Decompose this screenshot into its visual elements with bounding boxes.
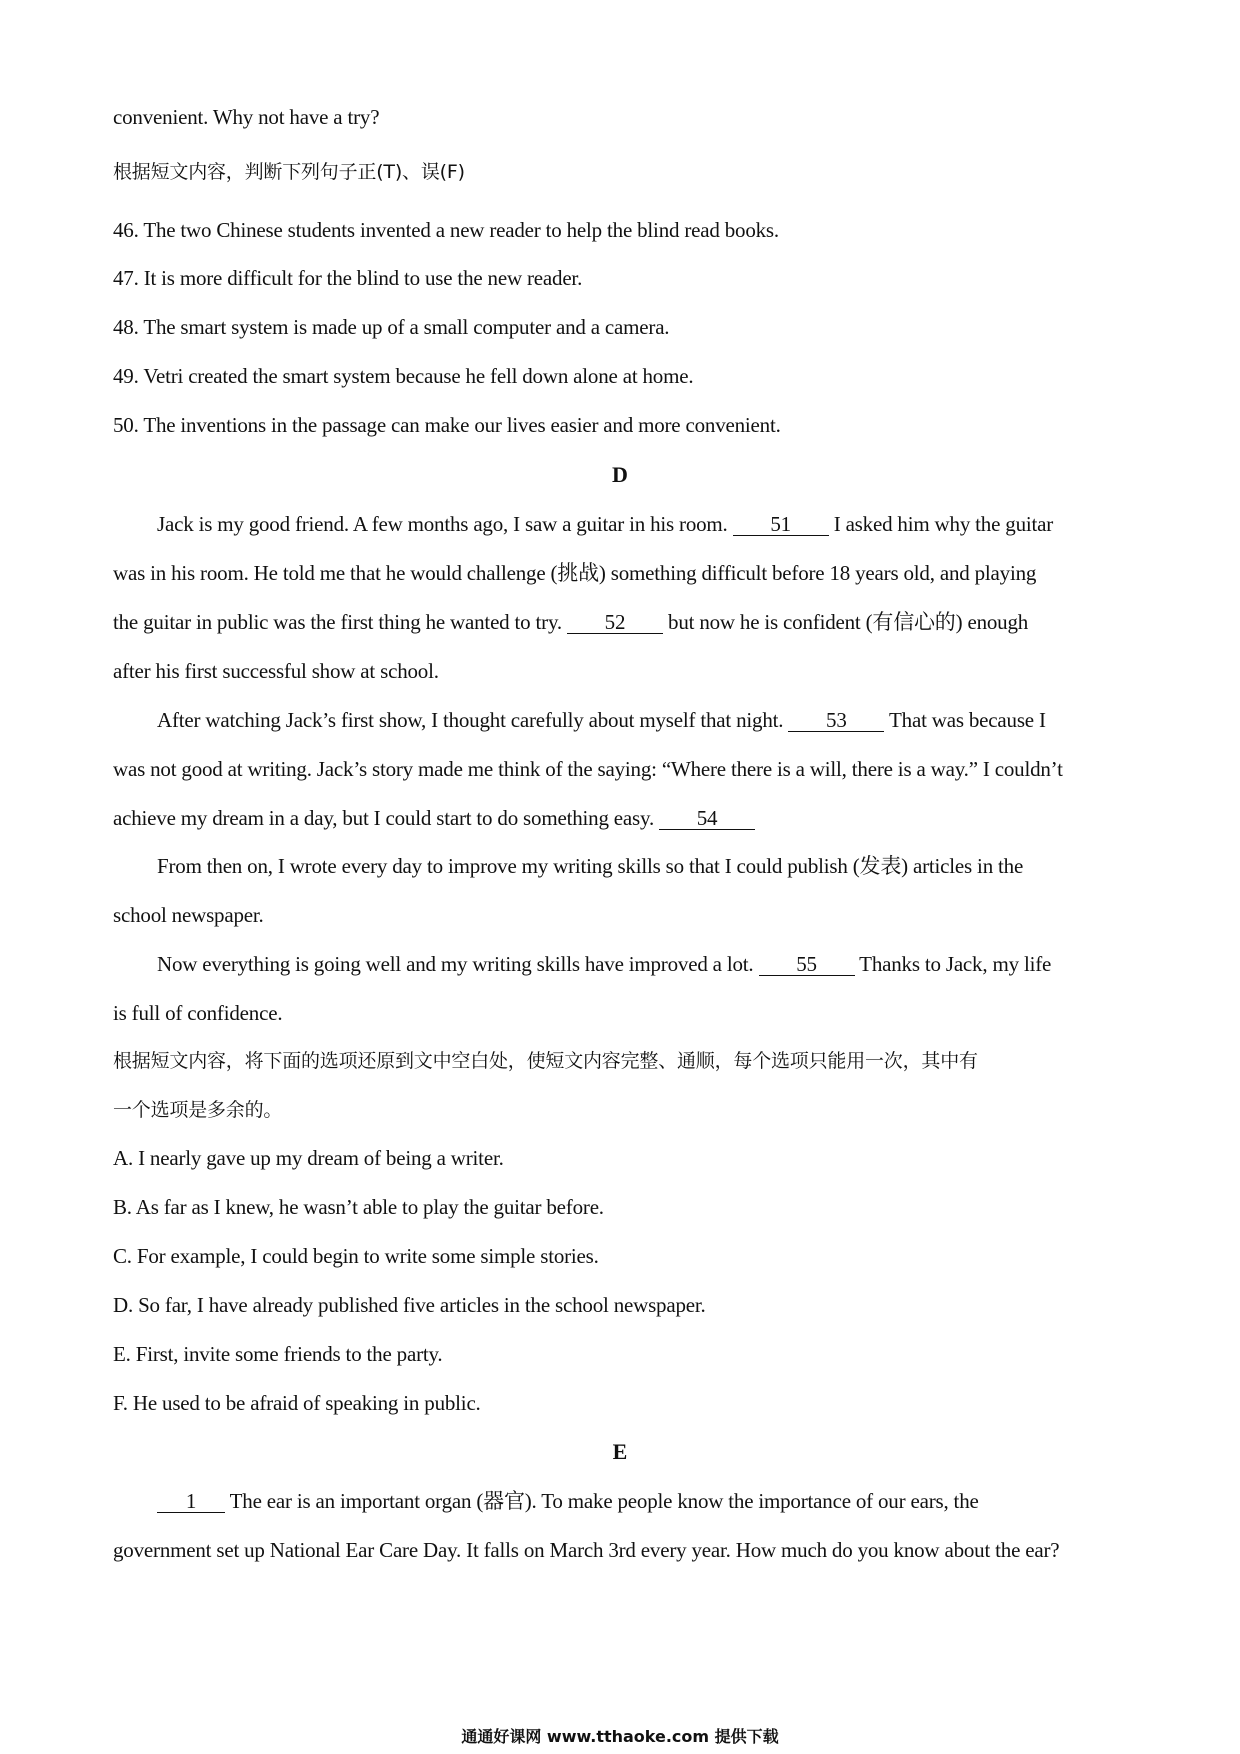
d-paragraph-1-line-4: after his first successful show at school.: [113, 659, 439, 683]
e-paragraph-line-1: [157, 1487, 1133, 1515]
text-span: the guitar in public was the first thing he wanted to try.: [113, 610, 567, 634]
text-span: Now everything is going well and my writing skills have improved a lot.: [157, 952, 759, 976]
tf-item-50: 50. The inventions in the passage can make our lives easier and more convenient.: [113, 413, 781, 437]
d-paragraph-1-line-1: [157, 510, 1133, 538]
tf-item-48: 48. The smart system is made up of a small computer and a camera.: [113, 315, 670, 339]
blank-53: 53: [788, 709, 884, 732]
d-paragraph-4-line-2: is full of confidence.: [113, 1001, 283, 1025]
text-span: I asked him why the guitar: [828, 512, 1054, 536]
e-paragraph-line-2: government set up National Ear Care Day. It falls on March 3rd every year. How much do you know about the ear?: [113, 1538, 1060, 1562]
blank-54: 54: [659, 807, 755, 830]
text-span: Jack is my good friend. A few months ago, I saw a guitar in his room.: [157, 512, 733, 536]
tf-item-47: 47. It is more difficult for the blind to use the new reader.: [113, 266, 583, 290]
d-paragraph-2-line-1: [157, 706, 1133, 734]
d-paragraph-2-line-2: was not good at writing. Jack’s story made me think of the saying: “Where there is a will, there is a way.” I couldn’t: [113, 757, 1063, 781]
text-span: Thanks to Jack, my life: [854, 952, 1052, 976]
blank-1: 1: [157, 1490, 225, 1513]
text-span: achieve my dream in a day, but I could start to do something easy.: [113, 806, 660, 830]
page-footer: 通通好课网 www.tthaoke.com 提供下载: [461, 1727, 779, 1746]
d-paragraph-2-line-3: [113, 804, 1133, 832]
option-c: C. For example, I could begin to write some simple stories.: [113, 1244, 599, 1268]
d-paragraph-3-line-2: school newspaper.: [113, 903, 264, 927]
blank-52: 52: [567, 611, 663, 634]
text-span: The ear is an important organ (器官). To make people know the importance of our ears, the: [225, 1489, 979, 1513]
tf-item-49: 49. Vetri created the smart system because he fell down alone at home.: [113, 364, 694, 388]
option-a: A. I nearly gave up my dream of being a writer.: [113, 1146, 504, 1170]
text-span: That was because I: [884, 708, 1046, 732]
text-span: After watching Jack’s first show, I thought carefully about myself that night.: [157, 708, 789, 732]
section-d-title: D: [612, 462, 628, 487]
blank-55: 55: [759, 953, 855, 976]
tf-item-46: 46. The two Chinese students invented a new reader to help the blind read books.: [113, 218, 779, 242]
d-paragraph-1-line-2: was in his room. He told me that he would challenge (挑战) something difficult before 18 years old, and playing: [113, 561, 1037, 585]
option-d: D. So far, I have already published five articles in the school newspaper.: [113, 1293, 706, 1317]
tf-instruction: 根据短文内容，判断下列句子正(T)、误(F): [113, 161, 465, 183]
d-instruction-line-2: 一个选项是多余的。: [113, 1099, 283, 1121]
d-paragraph-4-line-1: [157, 950, 1133, 978]
option-f: F. He used to be afraid of speaking in public.: [113, 1391, 481, 1415]
d-paragraph-3-line-1: From then on, I wrote every day to improve my writing skills so that I could publish (发表) articles in the: [157, 854, 1024, 878]
continued-text: convenient. Why not have a try?: [113, 105, 380, 129]
text-span: but now he is confident (有信心的) enough: [662, 610, 1029, 634]
d-instruction-line-1: 根据短文内容，将下面的选项还原到文中空白处，使短文内容完整、通顺，每个选项只能用一次，其中有: [113, 1050, 978, 1072]
option-b: B. As far as I knew, he wasn’t able to play the guitar before.: [113, 1195, 604, 1219]
section-e-title: E: [612, 1439, 628, 1464]
blank-51: 51: [733, 513, 829, 536]
option-e: E. First, invite some friends to the party.: [113, 1342, 443, 1366]
d-paragraph-1-line-3: [113, 608, 1133, 636]
